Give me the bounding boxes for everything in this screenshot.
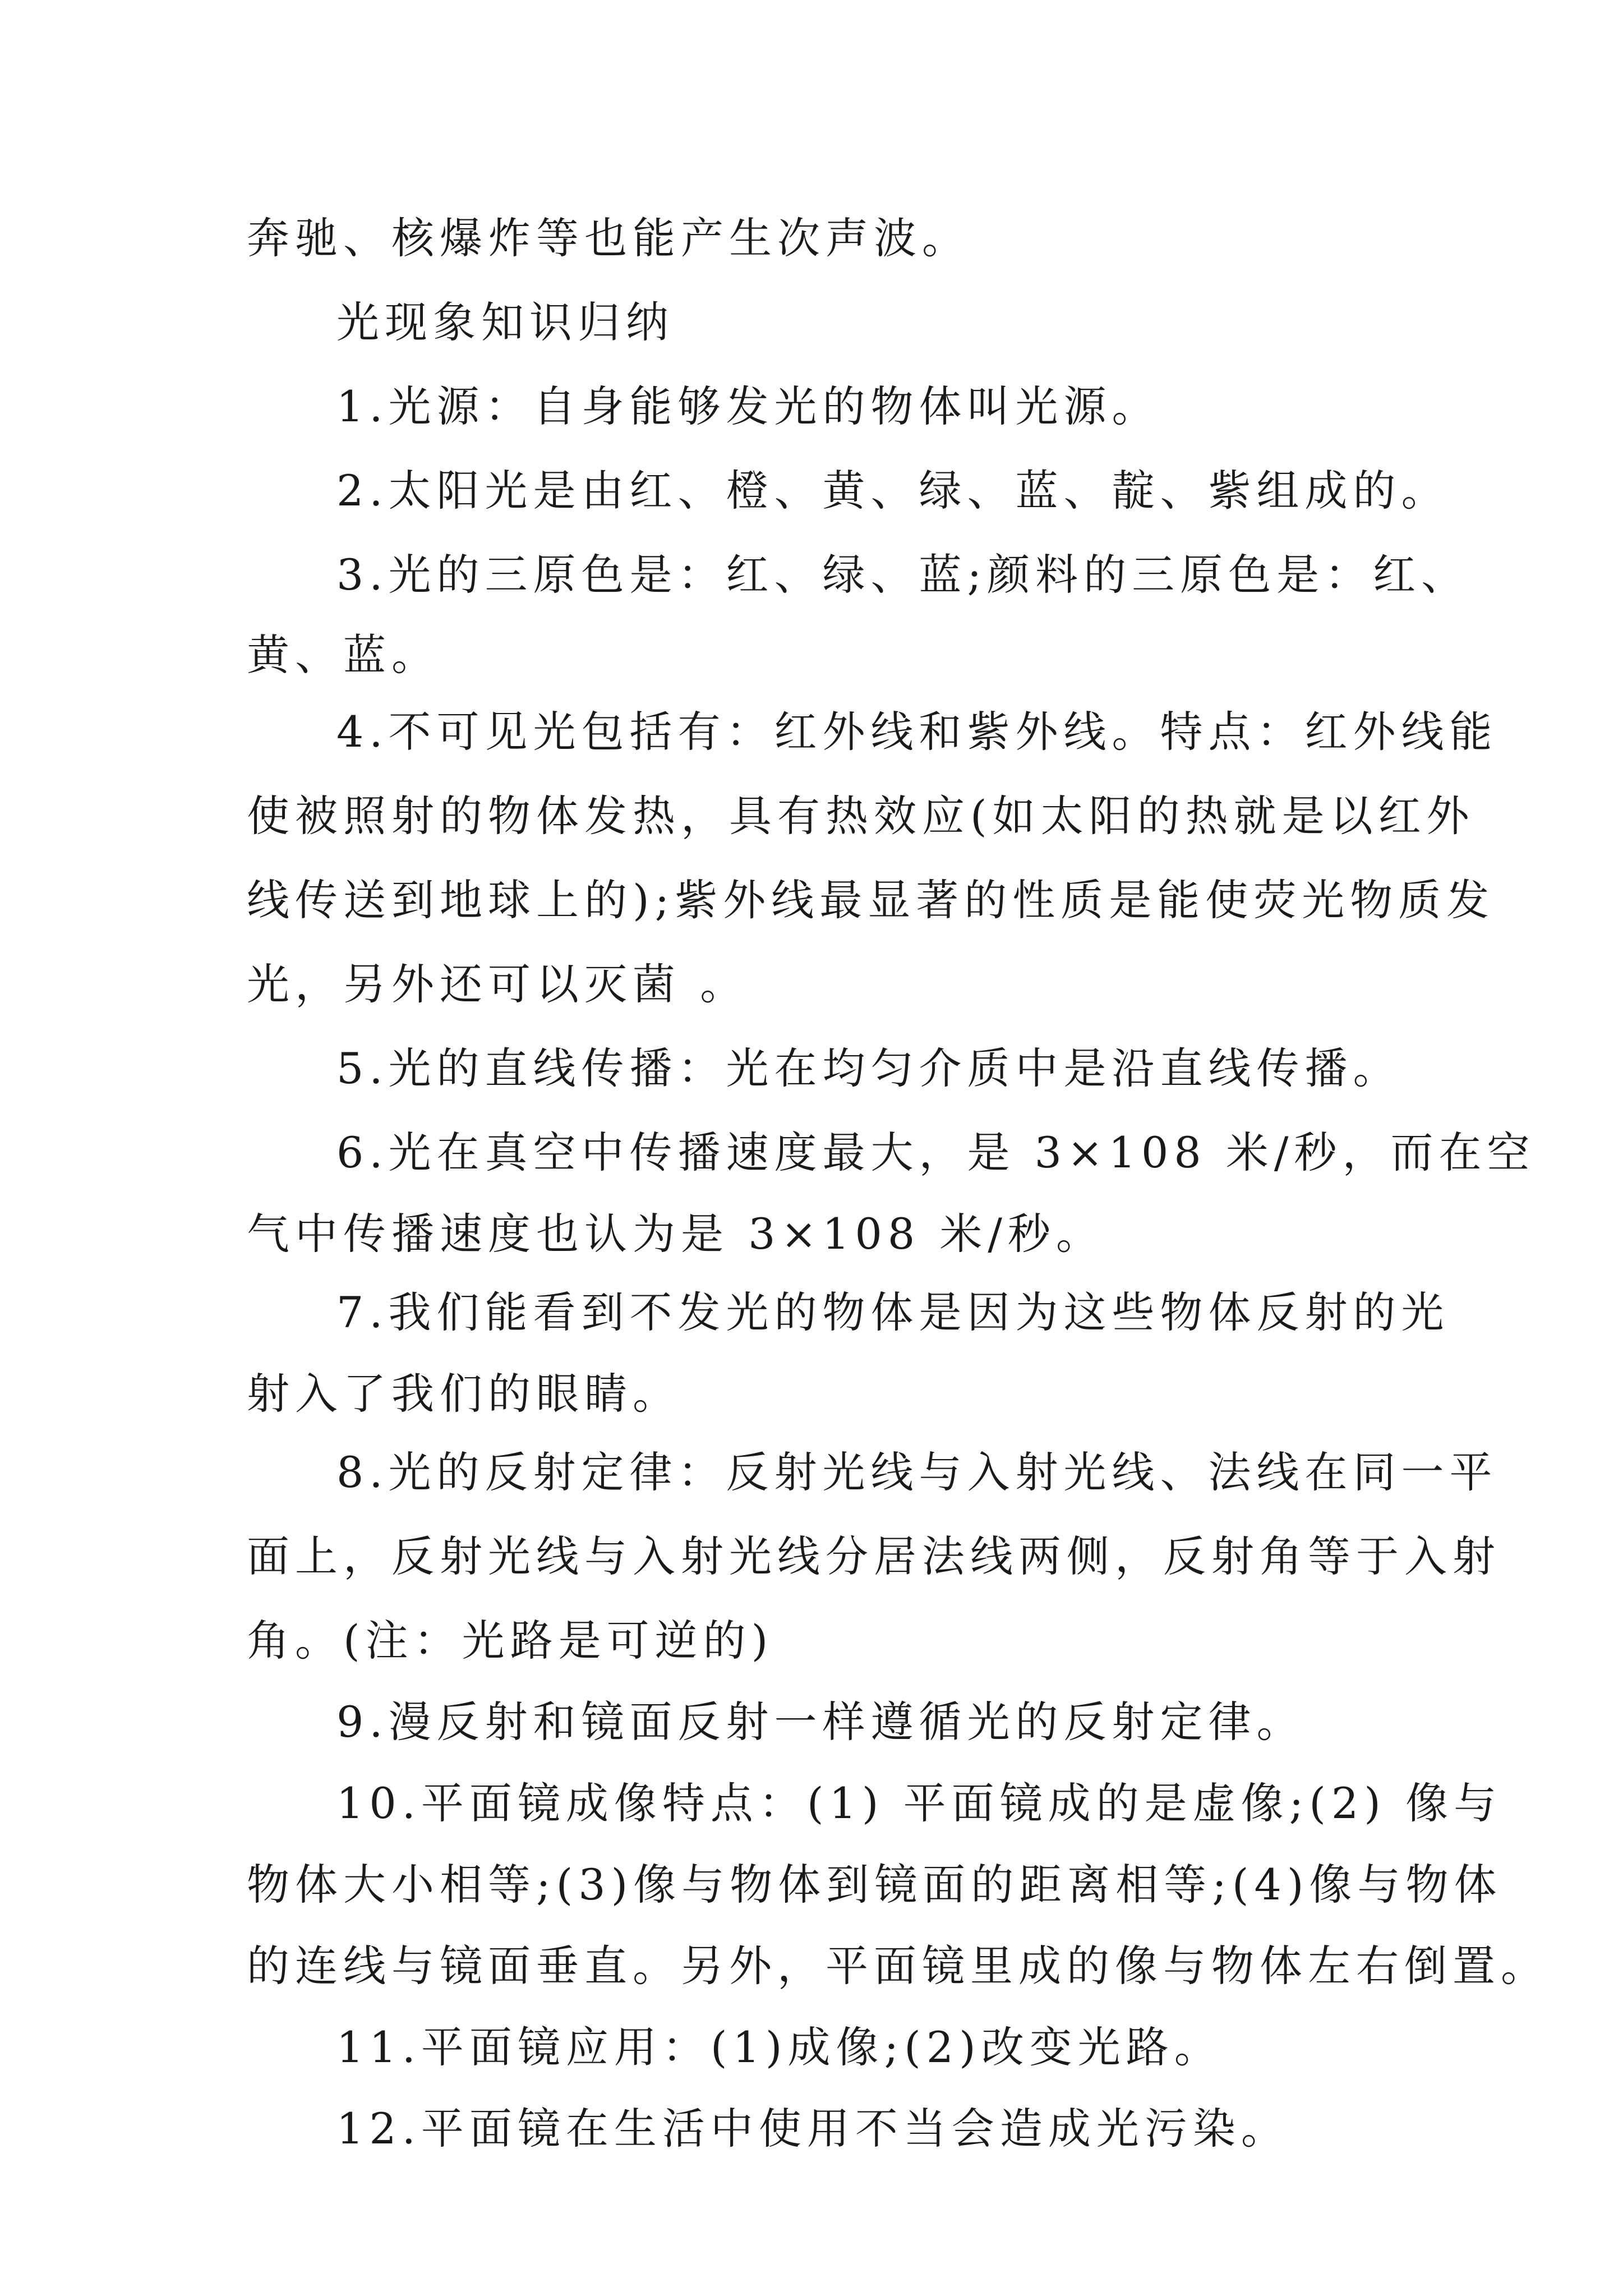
- list-item: 10.平面镜成像特点：(1) 平面镜成的是虚像;(2) 像与: [336, 1778, 1502, 1828]
- section-heading: 光现象知识归纳: [336, 297, 674, 347]
- list-item: 12.平面镜在生活中使用不当会造成光污染。: [336, 2104, 1289, 2154]
- text-line: 射入了我们的眼睛。: [247, 1369, 681, 1419]
- text-line: 线传送到地球上的);紫外线最显著的性质是能使荧光物质发: [247, 875, 1495, 925]
- list-item: 2.太阳光是由红、橙、黄、绿、蓝、靛、紫组成的。: [336, 466, 1450, 516]
- text-line: 物体大小相等;(3)像与物体到镜面的距离相等;(4)像与物体: [247, 1860, 1502, 1910]
- text-line: 面上，反射光线与入射光线分居法线两侧，反射角等于入射: [247, 1531, 1501, 1581]
- text-line: 黄、蓝。: [247, 630, 440, 680]
- list-item: 4.不可见光包括有：红外线和紫外线。特点：红外线能: [336, 707, 1498, 757]
- list-item: 11.平面镜应用：(1)成像;(2)改变光路。: [336, 2022, 1223, 2072]
- text-line: 光，另外还可以灭菌 。: [247, 959, 749, 1009]
- list-item: 1.光源：自身能够发光的物体叫光源。: [336, 381, 1160, 431]
- list-item: 6.光在真空中传播速度最大，是 3×108 米/秒，而在空: [336, 1128, 1536, 1177]
- list-item: 5.光的直线传播：光在均匀介质中是沿直线传播。: [336, 1043, 1401, 1093]
- text-line: 奔驰、核爆炸等也能产生次声波。: [247, 213, 970, 263]
- list-item: 8.光的反射定律：反射光线与入射光线、法线在同一平: [336, 1447, 1498, 1497]
- list-item: 7.我们能看到不发光的物体是因为这些物体反射的光: [336, 1287, 1450, 1337]
- text-line: 角。(注：光路是可逆的): [247, 1616, 774, 1665]
- text-line: 使被照射的物体发热，具有热效应(如太阳的热就是以红外: [247, 791, 1475, 841]
- text-line: 气中传播速度也认为是 3×108 米/秒。: [247, 1209, 1105, 1259]
- list-item: 3.光的三原色是：红、绿、蓝;颜料的三原色是：红、: [336, 550, 1470, 600]
- list-item: 9.漫反射和镜面反射一样遵循光的反射定律。: [336, 1697, 1305, 1747]
- text-line: 的连线与镜面垂直。另外，平面镜里成的像与物体左右倒置。: [247, 1941, 1549, 1991]
